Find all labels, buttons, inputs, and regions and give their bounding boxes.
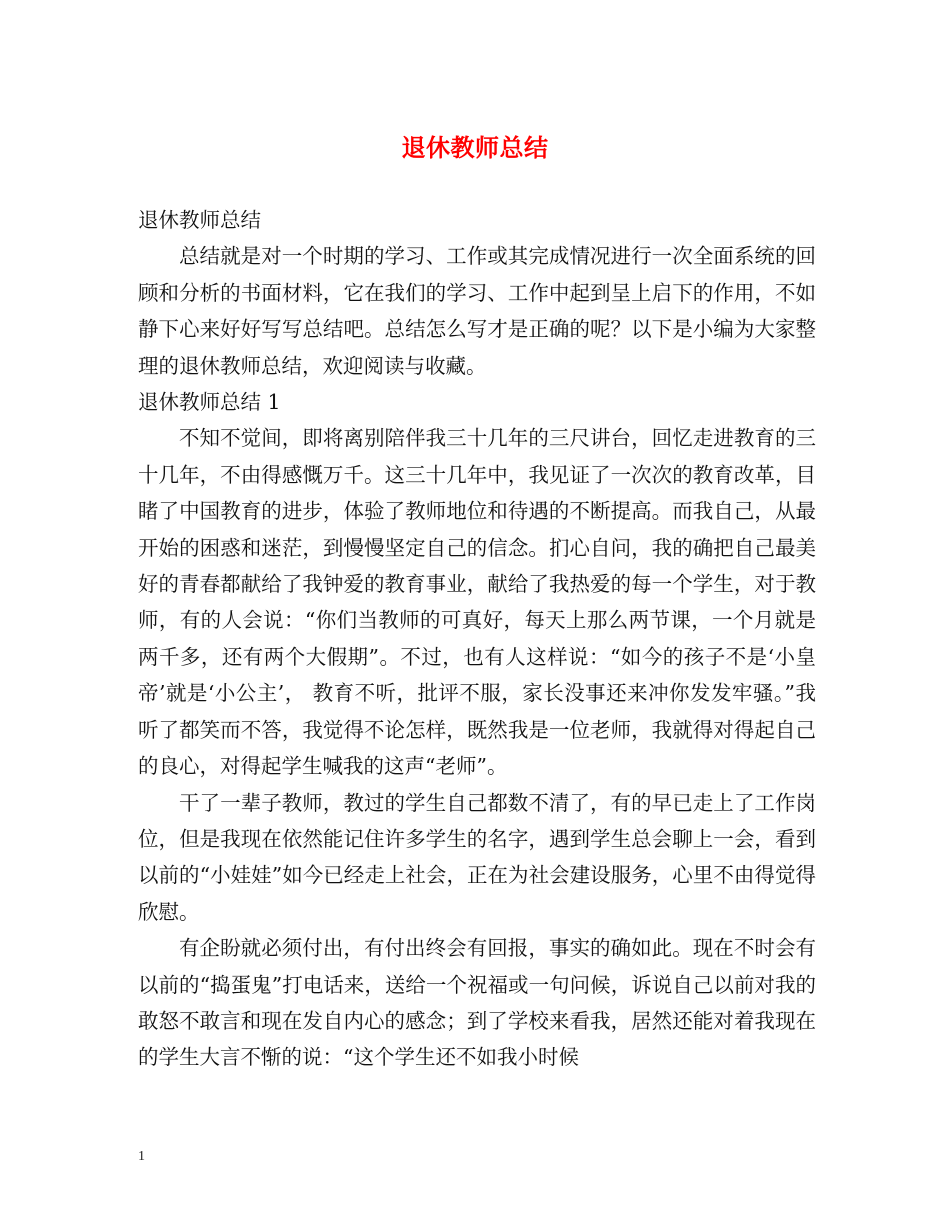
intro-paragraph: 总结就是对一个时期的学习、工作或其完成情况进行一次全面系统的回顾和分析的书面材料，它在我们的学习、工作中起到呈上启下的作用，不如静下心来好好写写总结吧。总结怎么写才是正确的呢？以下是小编为大家整理的退休教师总结，欢迎阅读与收藏。	[138, 244, 816, 378]
section-heading: 退休教师总结	[138, 208, 261, 232]
document-title: 退休教师总结	[401, 133, 549, 162]
body-paragraph: 有企盼就必须付出，有付出终会有回报，事实的确如此。现在不时会有以前的“捣蛋鬼”打电话来，送给一个祝福或一句问候，诉说自己以前对我的敢怒不敢言和现在发自内心的感念；到了学校来看我，居然还能对着我现在的学生大言不惭的说：“这个学生还不如我小时候	[138, 936, 816, 1070]
body-paragraph: 不知不觉间，即将离别陪伴我三十几年的三尺讲台，回忆走进教育的三十几年，不由得感慨万千。这三十几年中，我见证了一次次的教育改革，目睹了中国教育的进步，体验了教师地位和待遇的不断提高。而我自己，从最开始的困惑和迷茫，到慢慢坚定自己的信念。扪心自问，我的确把自己最美好的青春都献给了我钟爱的教育事业，献给了我热爱的每一个学生，对于教师，有的人会说：“你们当教师的可真好，每天上那么两节课，一个月就是两千多，还有两个大假期”。不过，也有人这样说：“如今的孩子不是‘小皇帝’就是‘小公主’， 教育不听，批评不服，家长没事还来冲你发发牢骚。”我听了都笑而不答，我觉得不论怎样，既然我是一位老师，我就得对得起自己的良心，对得起学生喊我的这声“老师”。	[138, 426, 816, 779]
body-paragraph: 干了一辈子教师，教过的学生自己都数不清了，有的早已走上了工作岗位，但是我现在依然能记住许多学生的名字，遇到学生总会聊上一会，看到以前的“小娃娃”如今已经走上社会，正在为社会建设服务，心里不由得觉得欣慰。	[138, 790, 816, 924]
page-number: 1	[138, 1149, 145, 1164]
document-body	[138, 202, 816, 1076]
subsection-heading: 退休教师总结 1	[138, 390, 281, 415]
